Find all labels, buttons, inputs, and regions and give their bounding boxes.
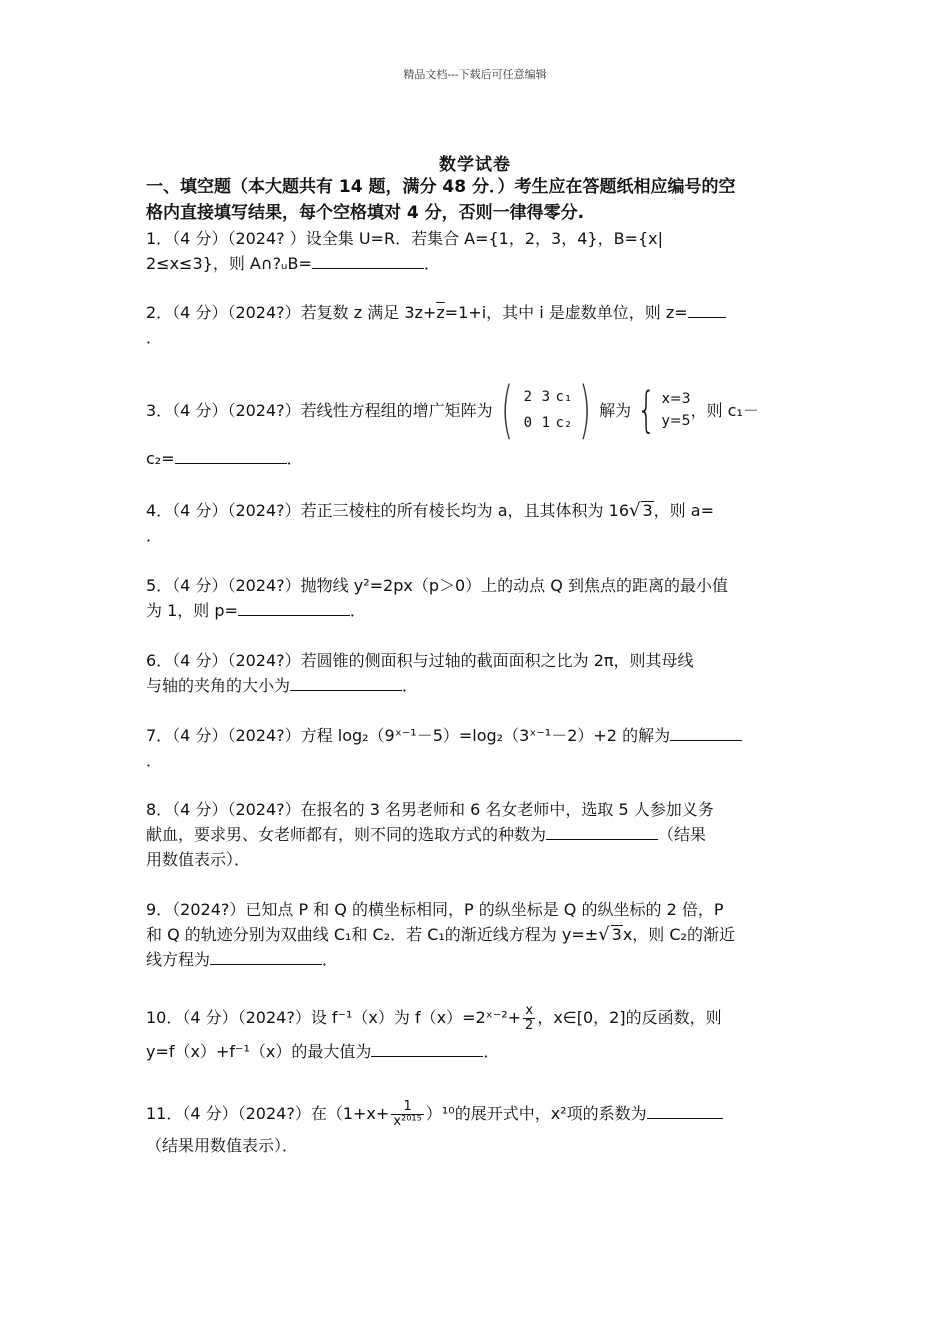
q7-line-1-text: 7．（4 分）（2024?）方程 log₂（9ˣ⁻¹－5）=log₂（3ˣ⁻¹－2）+2 的解为	[146, 726, 671, 745]
q8-line-1: 8．（4 分）（2024?）在报名的 3 名男老师和 6 名女老师中，选取 5 人参加义务	[146, 800, 714, 819]
q11-line-1	[146, 1100, 816, 1129]
q3-line-2-text: c₂=	[146, 449, 175, 468]
q8-line-2	[146, 822, 816, 847]
solution-lines	[662, 388, 691, 432]
solution-x: x=3	[661, 391, 691, 407]
question-6	[146, 648, 816, 698]
q4-pre: 4．（4 分）（2024?）若正三棱柱的所有棱长均为 a，且其体积为 16	[146, 501, 629, 520]
q8-line-3: 用数值表示）．	[146, 850, 251, 869]
fraction-numerator: x	[523, 1004, 535, 1019]
answer-blank	[290, 674, 402, 691]
fraction-denominator: 2	[525, 1018, 534, 1033]
question-1	[146, 226, 816, 276]
right-paren: )	[578, 373, 592, 446]
q9-line-2	[146, 922, 816, 947]
q4-post: ，则 a=	[653, 501, 714, 520]
q9-line-2-post: x，则 C₂的渐近	[622, 925, 735, 944]
left-paren: (	[500, 373, 513, 446]
matrix-cell: 3	[541, 389, 551, 405]
answer-blank	[670, 724, 742, 741]
page-header: 精品文档---下载后可任意编辑	[403, 68, 547, 81]
q2-line-1	[146, 300, 816, 325]
answer-blank	[312, 252, 424, 269]
matrix-body	[519, 384, 573, 436]
q11-line-2: （结果用数值表示）．	[146, 1136, 299, 1155]
solution-y: y=5	[661, 413, 691, 429]
section-line-2: 格内直接填写结果，每个空格填对 4 分，否则一律得零分.	[146, 203, 585, 223]
question-10	[146, 1004, 816, 1064]
matrix-row-1	[519, 384, 573, 410]
q3-line-2	[146, 446, 816, 471]
q6-line-2-text: 与轴的夹角的大小为	[146, 676, 291, 695]
q11-post: ）¹⁰的展开式中，x²项的系数为	[425, 1104, 647, 1123]
q9-line-1: 9．（2024?）已知点 P 和 Q 的横坐标相同，P 的纵坐标是 Q 的纵坐标的 2 倍，P	[146, 900, 724, 919]
page-title: 数学试卷	[439, 155, 511, 175]
q10-line-2	[146, 1039, 816, 1064]
q4-radicand: 3	[642, 501, 653, 520]
q6-line-1: 6．（4 分）（2024?）若圆锥的侧面积与过轴的截面面积之比为 2π，则其母线	[146, 651, 694, 670]
question-11	[146, 1100, 816, 1158]
question-5	[146, 573, 816, 623]
q10-end: ．	[483, 1042, 500, 1061]
matrix-row-2	[519, 410, 573, 436]
answer-blank	[210, 948, 322, 965]
q8-line-2-tail: （结果	[658, 825, 707, 844]
question-3	[146, 373, 816, 471]
sqrt-icon: √	[629, 500, 641, 521]
q3-mid: 解为	[599, 400, 632, 420]
q1-end: ．	[423, 254, 440, 273]
answer-blank	[647, 1102, 723, 1119]
q1-line-1: 1．（4 分）（2024? ）设全集 U=R．若集合 A={1，2，3，4}，B={x|	[146, 229, 664, 248]
q11-pre: 11．（4 分）（2024?）在（1+x+	[146, 1104, 390, 1123]
fraction-1-over-x2015	[391, 1100, 424, 1129]
q1-line-2-text: 2≤x≤3}，则 A∩?ᵤB=	[146, 254, 312, 273]
question-7	[146, 723, 816, 773]
q10-line-2-text: y=f（x）+f⁻¹（x）的最大值为	[146, 1042, 372, 1061]
q2-post: =1+i，其中 i 是虚数单位，则 z=	[444, 303, 688, 322]
question-9	[146, 897, 816, 972]
q5-line-2	[146, 598, 816, 623]
solution-system	[631, 382, 691, 438]
q9-line-2-pre: 和 Q 的轨迹分别为双曲线 C₁和 C₂．若 C₁的渐近线方程为 y=±	[146, 925, 599, 944]
q10-post: ，x∈[0，2]的反函数，则	[537, 1008, 722, 1027]
section-heading	[146, 174, 816, 226]
question-8	[146, 797, 816, 872]
answer-blank	[175, 447, 287, 464]
section-line-1: 一、填空题（本大题共有 14 题，满分 48 分．）考生应在答题纸相应编号的空	[146, 177, 736, 197]
matrix-cell: 2	[523, 389, 533, 405]
q6-end: ．	[402, 676, 419, 695]
q7-line-1	[146, 723, 816, 748]
q5-end: ．	[349, 601, 366, 620]
question-2	[146, 300, 816, 350]
q6-line-2	[146, 673, 816, 698]
q3-post: ，则 c₁－	[690, 400, 759, 420]
q9-line-3-text: 线方程为	[146, 950, 211, 969]
sqrt-icon: √	[598, 924, 610, 945]
q1-line-2	[146, 251, 816, 276]
q2-pre: 2．（4 分）（2024?）若复数 z 满足 3z+	[146, 303, 437, 322]
z-conjugate: $\overline{z}$	[436, 303, 445, 322]
answer-blank	[371, 1040, 483, 1057]
q9-line-3	[146, 947, 816, 972]
q8-line-2-text: 献血，要求男、女老师都有，则不同的选取方式的种数为	[146, 825, 547, 844]
answer-blank	[238, 599, 350, 616]
fraction-numerator: 1	[391, 1100, 424, 1115]
q2-end: ．	[146, 328, 163, 347]
matrix-cell: c₂	[555, 415, 573, 431]
q10-line-1	[146, 1004, 816, 1033]
matrix-cell: c₁	[555, 389, 573, 405]
fraction-denominator: x²⁰¹⁵	[393, 1114, 422, 1129]
q9-radicand: 3	[611, 925, 622, 944]
q3-pre: 3．（4 分）（2024?）若线性方程组的增广矩阵为	[146, 400, 493, 420]
answer-blank	[688, 301, 726, 318]
q9-end: ．	[322, 950, 339, 969]
left-brace: {	[637, 382, 656, 438]
q10-pre: 10．（4 分）（2024?）设 f⁻¹（x）为 f（x）=2ˣ⁻²+	[146, 1008, 522, 1027]
matrix-cell: 0	[523, 415, 533, 431]
q5-line-1: 5．（4 分）（2024?）抛物线 y²=2px（p＞0）上的动点 Q 到焦点的距离的最小值	[146, 576, 728, 595]
matrix-cell: 1	[541, 415, 551, 431]
fraction-x-over-2	[523, 1004, 535, 1033]
answer-blank	[546, 823, 658, 840]
q7-end: ．	[146, 751, 163, 770]
q3-end: ．	[286, 449, 303, 468]
augmented-matrix	[495, 373, 597, 446]
question-4	[146, 498, 816, 548]
q4-end: ．	[146, 526, 163, 545]
q5-line-2-text: 为 1，则 p=	[146, 601, 238, 620]
q4-line-1	[146, 498, 816, 523]
q3-line-1	[146, 373, 816, 446]
